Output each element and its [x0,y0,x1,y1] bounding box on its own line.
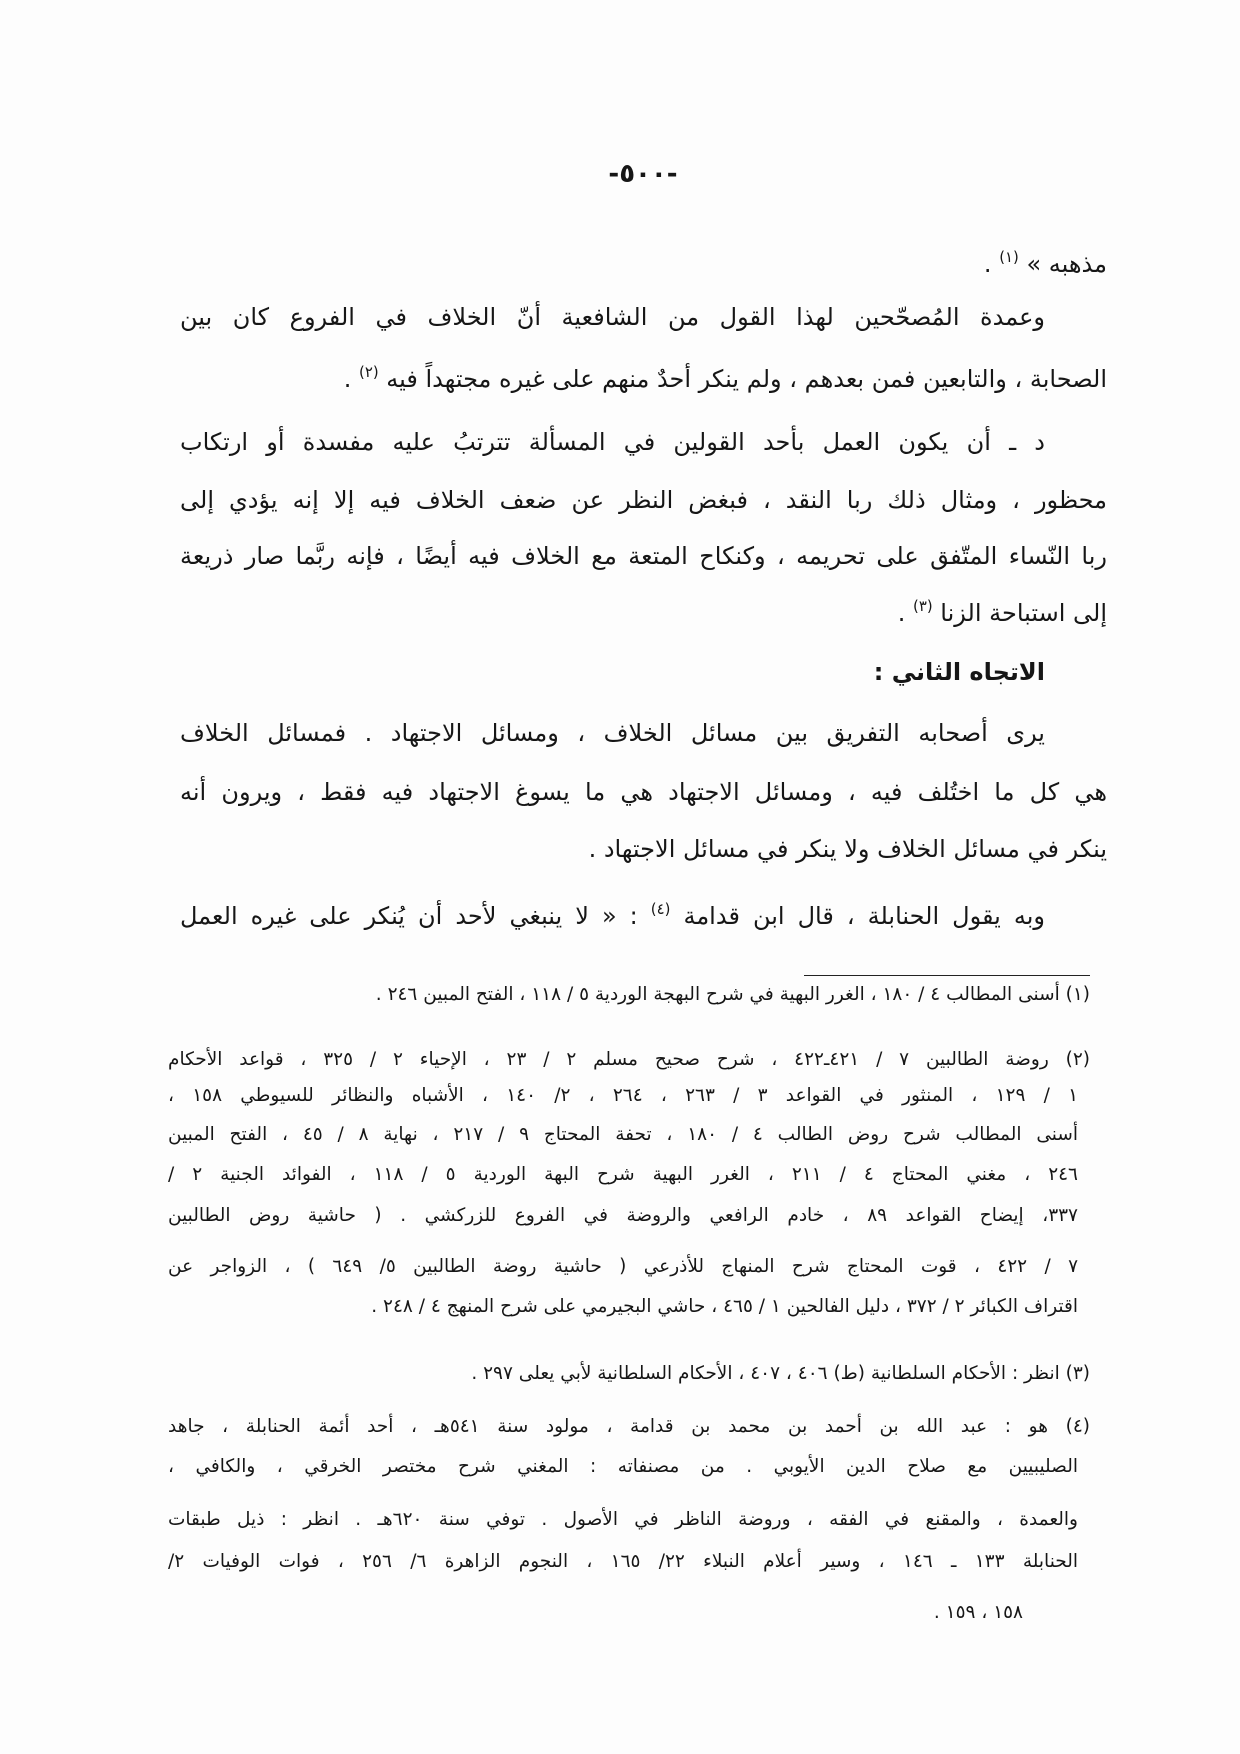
footnote-number: (٣) [1065,1363,1090,1384]
footnote-line [168,978,1090,1012]
footnote-line [168,1410,1090,1444]
footnote-line [168,1357,1090,1391]
footnote-divider [804,975,1090,976]
footnote-line: ١ / ١٢٩ ، المنثور في القواعد ٣ / ٢٦٣ ، ٢٦٤ ، ٢/ ١٤٠ ، الأشباه والنظائر للسيوطي ١٥٨ ، [168,1085,1079,1106]
paragraph-line: ينكر في مسائل الخلاف ولا ينكر في مسائل الاجتهاد . [588,835,1107,863]
footnote-marker: (١) [999,247,1019,266]
footnote-marker: (٣) [913,596,933,615]
line-text: مذهبه » [1026,250,1107,278]
footnote-line: ٧ / ٤٢٢ ، قوت المحتاج شرح المنهاج للأذرعي ( حاشية روضة الطالبين ٥/ ٦٤٩ ) ، الزواجر عن [168,1256,1078,1277]
line-end: . [983,250,992,278]
section-heading: الاتجاه الثاني : [873,658,1045,686]
footnote-line: ١٥٨ ، ١٥٩ . [933,1602,1023,1623]
paragraph-line [180,894,1107,941]
paragraph-line: محظور ، ومثال ذلك ربا النقد ، فبغض النظر عن ضعف الخلاف فيه إلا إنه يؤدي إلى [180,486,1107,514]
footnote-marker: (٢) [359,362,379,381]
paragraph-line: يرى أصحابه التفريق بين مسائل الخلاف ، ومسائل الاجتهاد . فمسائل الخلاف [180,719,1045,747]
footnote-text: روضة الطالبين ٧ / ٤٢١ـ٤٢٢ ، شرح صحيح مسلم ٢ / ٢٣ ، الإحياء ٢ / ٣٢٥ ، قواعد الأحكام [168,1049,1049,1070]
footnote-line: اقتراف الكبائر ٢ / ٣٧٢ ، دليل الفالحين ١ / ٤٦٥ ، حاشي البجيرمي على شرح المنهج ٤ / ٢٤٨ . [371,1296,1078,1317]
footnote-text: أسنى المطالب ٤ / ١٨٠ ، الغرر البهية في شرح البهجة الوردية ٥ / ١١٨ ، الفتح المبين ٢٤٦ . [375,984,1060,1005]
paragraph-line [180,591,1107,638]
footnote-line: ٢٤٦ ، مغني المحتاج ٤ / ٢١١ ، الغرر البهية شرح البهة الوردية ٥ / ١١٨ ، الفوائد الجنية ٢ / [168,1164,1078,1185]
footnote-line: والعمدة ، والمقنع في الفقه ، وروضة الناظر في الأصول . توفي سنة ٦٢٠هـ . انظر : ذيل طبقات [168,1509,1078,1530]
footnote-line [168,1043,1090,1077]
footnote-number: (١) [1065,984,1090,1005]
footnote-text: هو : عبد الله بن أحمد بن محمد بن قدامة ، مولود سنة ٥٤١هـ ، أحد أئمة الحنابلة ، جاهد [168,1416,1048,1437]
footnote-text: انظر : الأحكام السلطانية (ط) ٤٠٦ ، ٤٠٧ ، الأحكام السلطانية لأبي يعلى ٢٩٧ . [471,1363,1060,1384]
page-number: -٥٠٠- [608,159,678,189]
footnote-line: الصليبيين مع صلاح الدين الأيوبي . من مصنفاته : المغني شرح مختصر الخرقي ، والكافي ، [168,1456,1078,1477]
paragraph-line [180,242,1107,289]
footnote-line: ٣٣٧، إيضاح القواعد ٨٩ ، خادم الرافعي والروضة في الفروع للزركشي . ( حاشية روض الطالبين [168,1205,1078,1226]
line-text: وبه يقول الحنابلة ، قال ابن قدامة [683,902,1045,930]
footnote-number: (٢) [1065,1049,1090,1070]
line-end: : « لا ينبغي لأحد أن يُنكر على غيره العمل [180,902,638,930]
paragraph-line [180,357,1107,404]
line-text: إلى استباحة الزنا [940,599,1107,627]
paragraph-line: ربا النّساء المتّفق على تحريمه ، وكنكاح المتعة مع الخلاف فيه أيضًا ، فإنه ربَّما صار ذريعة [180,542,1107,570]
line-end: . [897,599,906,627]
footnote-marker: (٤) [650,899,671,918]
footnote-number: (٤) [1065,1416,1090,1437]
paragraph-line: د ـ أن يكون العمل بأحد القولين في المسألة تترتبُ عليه مفسدة أو ارتكاب [180,428,1045,456]
paragraph-line: هي كل ما اختُلف فيه ، ومسائل الاجتهاد هي ما يسوغ الاجتهاد فيه فقط ، ويرون أنه [180,778,1107,806]
footnote-line: أسنى المطالب شرح روض الطالب ٤ / ١٨٠ ، تحفة المحتاج ٩ / ٢١٧ ، نهاية ٨ / ٤٥ ، الفتح المبين [168,1124,1078,1145]
line-end: . [343,365,352,393]
footnote-line: الحنابلة ١٣٣ ـ ١٤٦ ، وسير أعلام النبلاء ٢٢/ ١٦٥ ، النجوم الزاهرة ٦/ ٢٥٦ ، فوات الوفيات ٢/ [168,1551,1078,1572]
line-text: الصحابة ، والتابعين فمن بعدهم ، ولم ينكر أحدٌ منهم على غيره مجتهداً فيه [386,365,1107,393]
paragraph-line: وعمدة المُصحّحين لهذا القول من الشافعية أنّ الخلاف في الفروع كان بين [180,303,1045,331]
